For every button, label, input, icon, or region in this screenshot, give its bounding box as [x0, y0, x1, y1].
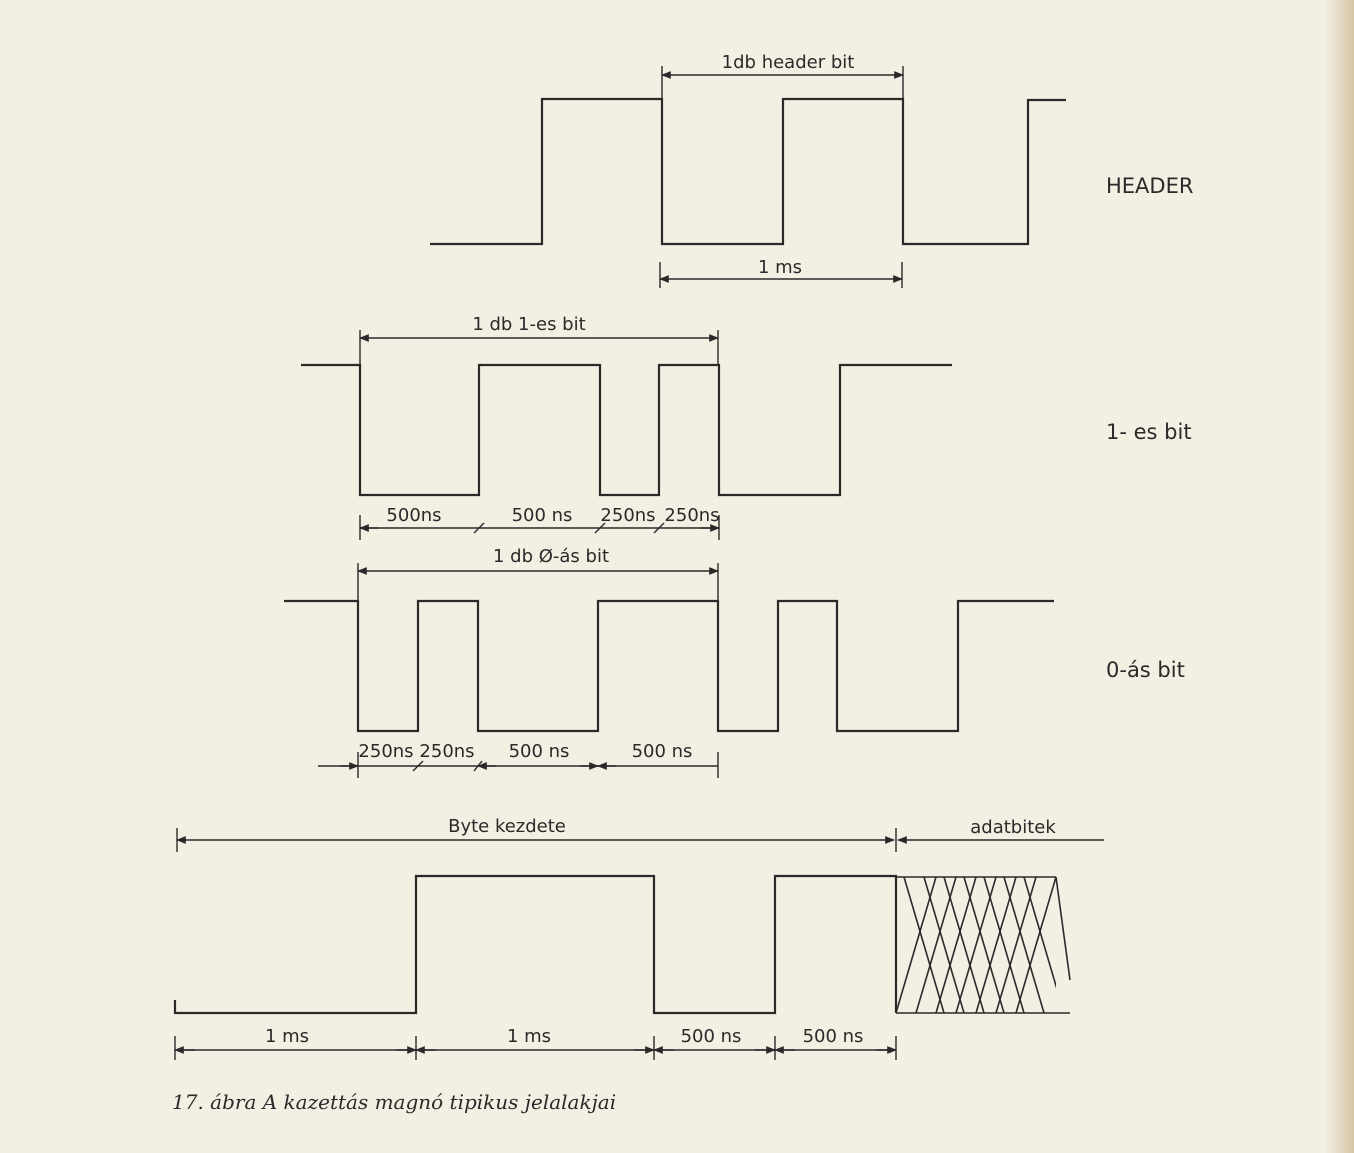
one-bit-dim-1: 500ns	[386, 505, 442, 526]
one-bit-dim-3: 250ns	[600, 505, 656, 526]
zero-bit-top-label: 1 db Ø-ás bit	[492, 546, 610, 567]
figure-caption: 17. ábra A kazettás magnó tipikus jelalakjai	[172, 1090, 617, 1114]
zero-bit-dim-2: 250ns	[419, 741, 475, 762]
data-bits-label: adatbitek	[970, 817, 1056, 838]
byte-dim-3: 500 ns	[680, 1026, 742, 1047]
header-bit-label: 1db header bit	[721, 52, 855, 73]
zero-bit-dim-3: 500 ns	[508, 741, 570, 762]
one-bit-waveform	[301, 365, 952, 495]
one-bit-dim-2: 500 ns	[511, 505, 573, 526]
zero-bit-dim-4: 500 ns	[631, 741, 693, 762]
page-edge-shade	[1324, 0, 1354, 1153]
zero-bit-row-label: 0-ás bit	[1106, 658, 1185, 682]
one-bit-top-label: 1 db 1-es bit	[472, 314, 586, 335]
byte-dim-4: 500 ns	[802, 1026, 864, 1047]
data-bits-hatch	[896, 877, 1070, 1013]
byte-start-label: Byte kezdete	[448, 816, 566, 837]
header-waveform	[430, 99, 1066, 244]
byte-dim-2: 1 ms	[506, 1026, 552, 1047]
one-bit-dim-4: 250ns	[664, 505, 720, 526]
header-row-label: HEADER	[1106, 174, 1194, 198]
one-bit-row-label: 1- es bit	[1106, 420, 1192, 444]
zero-bit-waveform	[284, 601, 1054, 731]
byte-dim-1: 1 ms	[264, 1026, 310, 1047]
byte-waveform	[175, 876, 896, 1013]
zero-bit-dim-1: 250ns	[358, 741, 414, 762]
header-1ms-label: 1 ms	[757, 257, 803, 278]
